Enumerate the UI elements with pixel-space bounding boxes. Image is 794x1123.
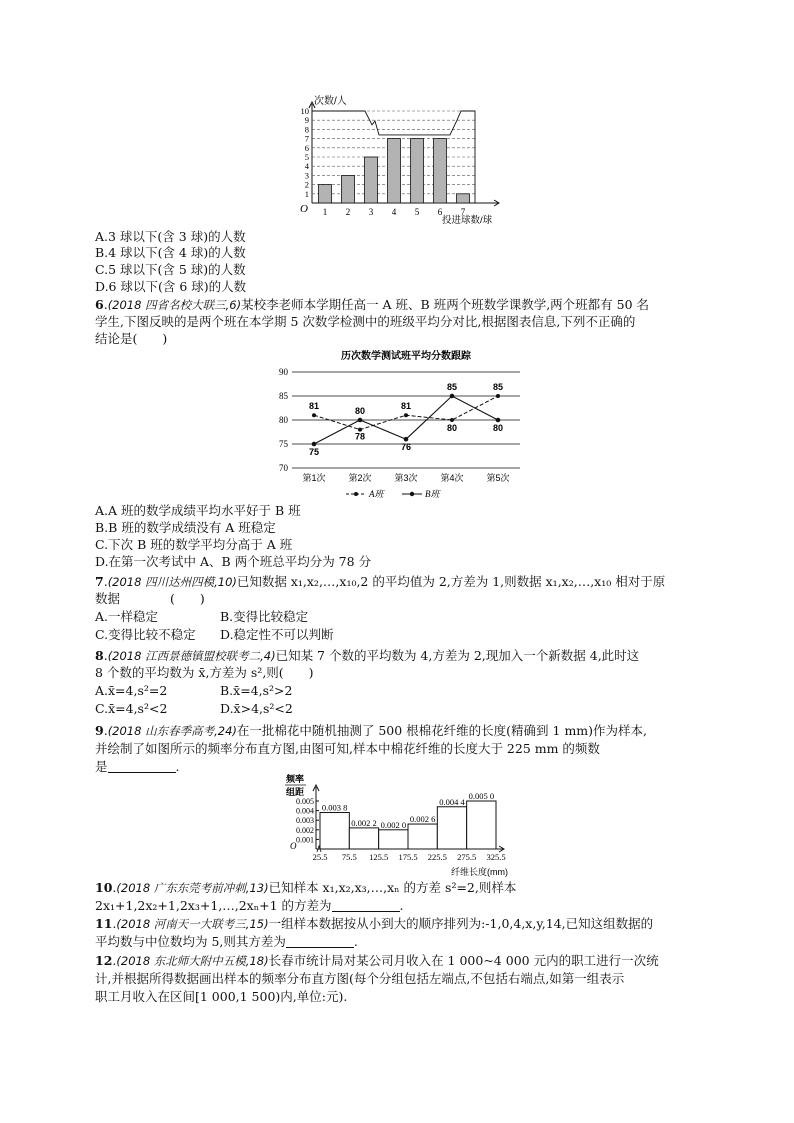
q12-stem-line-3: 职工月收入在区间[1 000,1 500)内,单位:元). [95, 989, 348, 1004]
y-axis-label-top: 频率 [286, 774, 305, 784]
q12-stem-line-2: 计,并根据所得数据画出样本的频率分布直方图(每个分组包括左端点,不包括右端点,如第一组表示 [95, 971, 625, 986]
x-tick-label: 6 [437, 207, 443, 217]
q12-stem-line-1: 12.(2018 东北师大附中五模,18)长春市统计局对某公司月收入在 1 000~4 000 元内的职工进行一次统 [95, 953, 659, 968]
q11-stem-line-1: 11.(2018 河南天一大联考三,15)一组样本数据按从小到大的顺序排列为:-1,0,4,x,y,14,已知这组数据的 [95, 916, 654, 931]
bar-value-label: 0.004 4 [439, 796, 465, 807]
q5-option-c: C.5 球以下(含 5 球)的人数 [95, 262, 246, 277]
y-tick-label: 3 [304, 170, 309, 181]
series-a-data-label: 81 [400, 401, 412, 412]
bar [388, 139, 401, 203]
y-tick-label: 85 [279, 391, 288, 401]
x-tick-label: 第2次 [348, 473, 372, 483]
x-tick-label: 7 [460, 207, 466, 217]
y-tick-label: 10 [300, 106, 309, 116]
x-tick-label: 175.5 [398, 852, 418, 862]
x-tick-label: 125.5 [369, 852, 389, 862]
x-tick-label: 275.5 [457, 852, 477, 862]
q11-stem-line-2: 平均数与中位数均为 5,则其方差为 . [95, 934, 358, 949]
y-tick-label: 7 [304, 133, 309, 144]
answer-blank[interactable] [332, 899, 400, 912]
answer-blank[interactable] [108, 760, 176, 773]
x-tick-label: 25.5 [312, 852, 328, 862]
series-a-data-label: 80 [446, 423, 458, 433]
x-tick-label: 3 [368, 207, 374, 217]
histogram-bar [379, 830, 408, 849]
legend-a: A班 [369, 489, 384, 499]
series-b-point [404, 437, 409, 442]
bar-value-label: 0.003 8 [321, 802, 348, 813]
chart-title: 历次数学测试班平均分数跟踪 [341, 351, 471, 362]
x-tick-label: 第4次 [440, 473, 464, 483]
series-b-point [312, 442, 317, 447]
series-b-data-label: 85 [446, 382, 458, 392]
q6-option-a: A.A 班的数学成绩平均水平好于 B 班 [95, 503, 301, 518]
q8-option-d: D.x̄>4,s²<2 [220, 701, 293, 716]
q5-option-b: B.4 球以下(含 4 球)的人数 [95, 245, 246, 260]
series-b-data-label: 76 [400, 442, 412, 453]
bar-value-label: 0.002 2 [351, 817, 377, 828]
bar-value-label: 0.005 0 [468, 791, 495, 801]
bar [342, 175, 355, 203]
x-tick-label: 325.5 [486, 852, 506, 862]
q5-option-d: D.6 球以下(含 6 球)的人数 [95, 279, 247, 294]
q7-option-d: D.稳定性不可以判断 [220, 627, 334, 642]
series-a-data-label: 85 [492, 382, 504, 392]
y-tick-label: 2 [304, 179, 309, 190]
y-tick-label: 70 [279, 463, 288, 473]
x-axis-label: 投进球数/球 [442, 215, 493, 226]
q6-option-d: D.在第一次考试中 A、B 两个班总平均分为 78 分 [95, 554, 372, 569]
bar [434, 139, 447, 203]
y-tick-label: 1 [304, 188, 309, 199]
histogram-bar [437, 807, 466, 849]
series-b-point [358, 418, 363, 423]
q6-stem-line-1: 6.(2018 四省名校大联三,6)某校李老师本学期任高一 A 班、B 班两个班数学课教学,两个班都有 50 名 [95, 297, 650, 312]
bar [457, 194, 470, 203]
q8-option-c: C.x̄=4,s²<2 [95, 701, 168, 716]
q9-stem-line-3: 是 . [95, 759, 180, 774]
fiber-length-histogram [278, 773, 518, 881]
y-tick-label: 5 [304, 152, 309, 162]
histogram-bar [467, 801, 496, 849]
bar [411, 139, 424, 203]
q9-stem-line-1: 9.(2018 山东春季高考,24)在一批棉花中随机抽测了 500 根棉花纤维的长度(精确到 1 mm)作为样本, [95, 723, 648, 738]
series-a-point [450, 418, 454, 422]
q5-option-a: A.3 球以下(含 3 球)的人数 [95, 229, 246, 244]
x-tick-label: 75.5 [341, 852, 357, 862]
series-b-point [450, 394, 455, 399]
bar-value-label: 0.002 6 [409, 814, 436, 825]
origin-label: O [290, 841, 297, 851]
origin-label: O [300, 203, 308, 215]
y-tick-label: 0.003 [296, 816, 314, 826]
q6-option-c: C.下次 B 班的数学平均分高于 A 班 [95, 537, 293, 552]
y-tick-label: 4 [304, 161, 309, 172]
series-a-point [496, 394, 500, 398]
q8-option-b: B.x̄=4,s²>2 [220, 683, 293, 698]
y-tick-label: 75 [279, 439, 288, 449]
q8-stem-line-2: 8 个数的平均数为 x̄,方差为 s²,则( ) [95, 665, 314, 680]
y-tick-label: 0.002 [296, 825, 314, 835]
y-tick-label: 0.001 [296, 835, 314, 845]
bar-value-label: 0.002 0 [380, 819, 407, 830]
q7-option-a: A.一样稳定 [95, 609, 159, 624]
x-tick-label: 第1次 [302, 473, 326, 483]
q7-option-b: B.变得比较稳定 [220, 609, 309, 624]
y-tick-label: 80 [279, 415, 288, 425]
legend-b: B班 [425, 489, 440, 499]
histogram-bar [349, 828, 378, 849]
series-b-data-label: 80 [492, 423, 504, 433]
q6-stem-line-3: 结论是( ) [95, 331, 168, 346]
q7-option-c: C.变得比较不稳定 [95, 627, 196, 642]
y-tick-label: 8 [304, 124, 309, 135]
x-tick-label: 1 [322, 207, 328, 217]
q9-stem-line-2: 并绘制了如图所示的频率分布直方图,由图可知,样本中棉花纤维的长度大于 225 mm 的频数 [95, 741, 600, 756]
y-tick-label: 0.005 [296, 797, 314, 806]
series-b-data-label: 75 [308, 447, 320, 457]
q8-option-a: A.x̄=4,s²=2 [95, 683, 168, 698]
x-tick-label: 第3次 [394, 473, 418, 483]
series-a-data-label: 78 [354, 431, 366, 442]
x-tick-label: 5 [414, 207, 420, 217]
answer-blank[interactable] [286, 935, 354, 948]
q7-stem-line-1: 7.(2018 四川达州四模,10)已知数据 x₁,x₂,…,x₁₀,2 的平均值为 2,方差为 1,则数据 x₁,x₂,…,x₁₀ 相对于原 [95, 574, 666, 589]
y-tick-label: 0.004 [296, 806, 314, 816]
series-a-point [404, 413, 408, 417]
shots-bar-chart [290, 92, 500, 232]
y-tick-label: 6 [304, 142, 309, 153]
q6-stem-line-2: 学生,下图反映的是两个班在本学期 5 次数学检测中的班级平均分对比,根据图表信息,下列不正确的 [95, 314, 636, 329]
bar [319, 185, 332, 203]
series-b-point [496, 418, 501, 423]
x-axis-label: 纤维长度(mm) [451, 867, 508, 877]
q7-stem-line-2: 数据 ( ) [95, 591, 205, 606]
x-tick-label: 2 [345, 207, 351, 217]
x-tick-label: 第5次 [486, 473, 510, 483]
q10-stem-line-2: 2x₁+1,2x₂+1,2x₃+1,…,2xₙ+1 的方差为 . [95, 898, 404, 913]
series-b-data-label: 80 [354, 406, 366, 416]
y-axis-label: 次数/人 [314, 96, 347, 107]
histogram-bar [408, 824, 437, 849]
x-tick-label: 4 [391, 207, 397, 217]
average-score-line-chart [268, 346, 530, 504]
x-tick-label: 225.5 [427, 852, 447, 862]
histogram-bar [320, 813, 349, 849]
y-tick-label: 90 [279, 367, 288, 377]
series-a-data-label: 81 [308, 401, 320, 412]
q6-option-b: B.B 班的数学成绩没有 A 班稳定 [95, 520, 276, 535]
series-a-point [312, 413, 316, 417]
y-axis-label-bottom: 组距 [286, 787, 305, 797]
q8-stem-line-1: 8.(2018 江西景德镇盟校联考二,4)已知某 7 个数的平均数为 4,方差为 2,现加入一个新数据 4,此时这 [95, 648, 640, 663]
y-tick-label: 9 [304, 115, 309, 126]
bar [365, 157, 378, 203]
q10-stem-line-1: 10.(2018 广东东莞考前冲刺,13)已知样本 x₁,x₂,x₃,…,xₙ 的方差 s²=2,则样本 [95, 880, 517, 895]
